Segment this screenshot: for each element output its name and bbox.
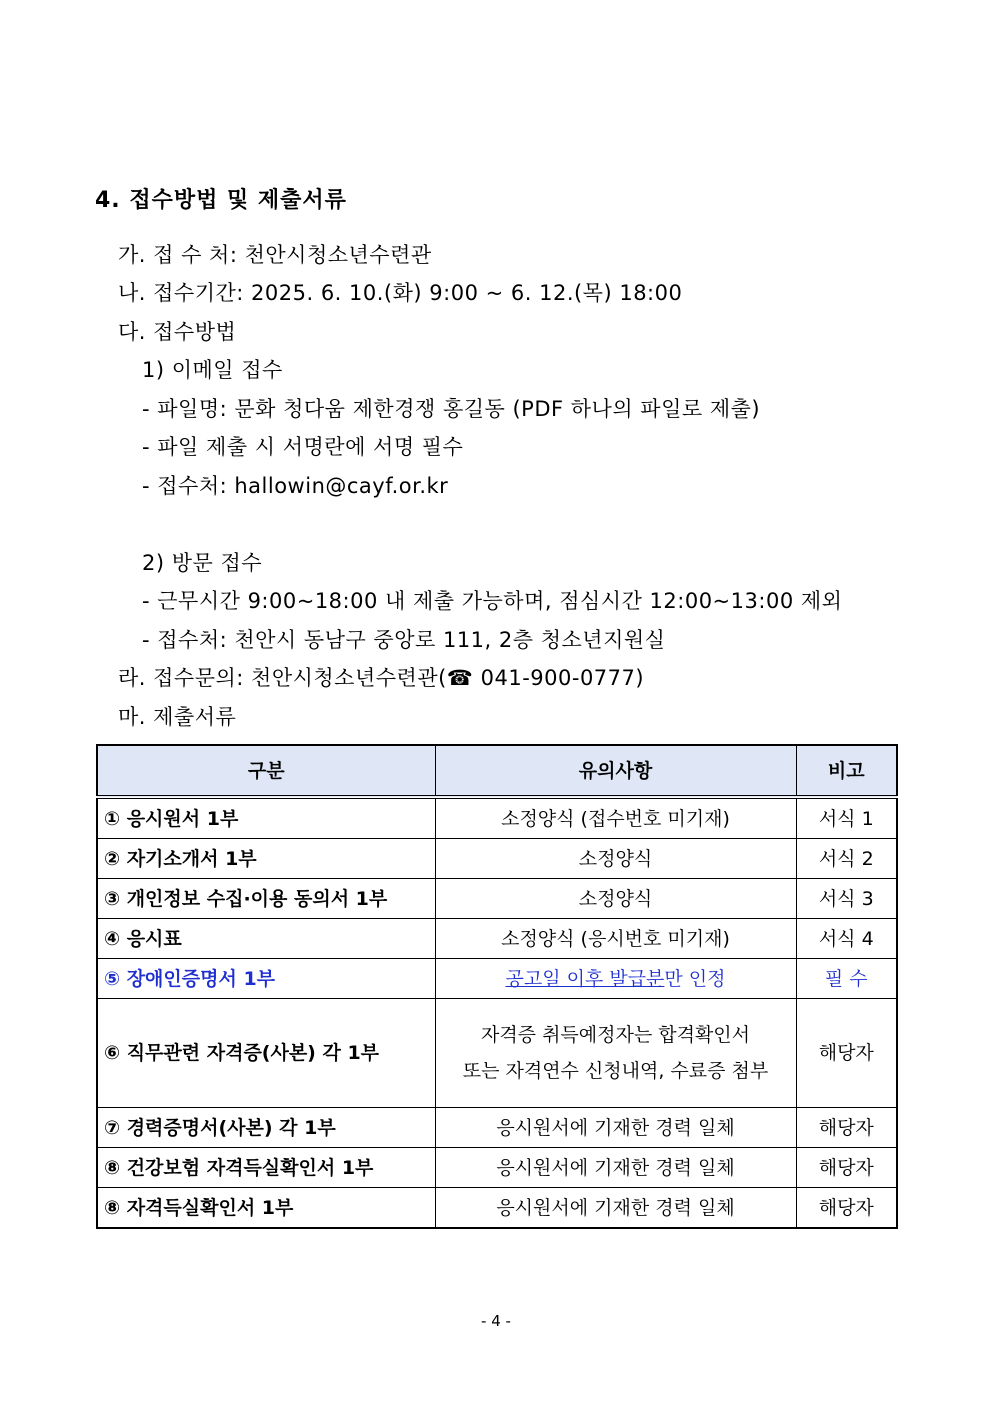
column-header-category: 구분 [97, 745, 435, 797]
documents-table [96, 744, 898, 1229]
inquiry-contact: 라. 접수문의: 천안시청소년수련관(☎ 041-900-0777) [118, 666, 645, 690]
reception-method-title: 다. 접수방법 [118, 320, 237, 344]
column-header-remarks: 비고 [796, 745, 897, 797]
column-header-notes: 유의사항 [435, 745, 796, 797]
document-name: ⑥ 직무관련 자격증(사본) 각 1부 [97, 999, 435, 1108]
document-remark: 해당자 [796, 1148, 897, 1188]
table-row [97, 797, 897, 839]
document-remark: 서식 1 [796, 797, 897, 839]
visit-reception-title: 2) 방문 접수 [142, 551, 263, 575]
document-name: ⑦ 경력증명서(사본) 각 1부 [97, 1108, 435, 1148]
table-header-row [97, 745, 897, 797]
document-name: ⑧ 건강보험 자격득실확인서 1부 [97, 1148, 435, 1188]
email-item: - 파일 제출 시 서명란에 서명 필수 [142, 435, 464, 459]
document-name: ① 응시원서 1부 [97, 797, 435, 839]
document-name: ② 자기소개서 1부 [97, 839, 435, 879]
document-remark: 해당자 [796, 999, 897, 1108]
table-row [97, 919, 897, 959]
table-row-highlighted [97, 959, 897, 999]
document-note: 소정양식 (응시번호 미기재) [435, 919, 796, 959]
document-name: ⑧ 자격득실확인서 1부 [97, 1188, 435, 1229]
underlined-note: 공고일 이후 발급분 [505, 967, 665, 990]
table-row [97, 839, 897, 879]
document-note: 응시원서에 기재한 경력 일체 [435, 1188, 796, 1229]
document-remark: 필 수 [796, 959, 897, 999]
reception-period: 나. 접수기간: 2025. 6. 10.(화) 9:00 ~ 6. 12.(목) 18:00 [118, 281, 683, 305]
reception-place: 가. 접 수 처: 천안시청소년수련관 [118, 243, 432, 267]
document-name: ⑤ 장애인증명서 1부 [97, 959, 435, 999]
document-note: 소정양식 [435, 839, 796, 879]
document-name: ③ 개인정보 수집·이용 동의서 1부 [97, 879, 435, 919]
document-note: 소정양식 (접수번호 미기재) [435, 797, 796, 839]
document-remark: 서식 3 [796, 879, 897, 919]
page-number: - 4 - [481, 1312, 511, 1330]
table-row [97, 879, 897, 919]
email-reception-title: 1) 이메일 접수 [142, 358, 283, 382]
note-rest: 만 인정 [664, 967, 726, 990]
visit-item: - 근무시간 9:00~18:00 내 제출 가능하며, 점심시간 12:00~13:00 제외 [142, 589, 843, 613]
document-remark: 해당자 [796, 1188, 897, 1229]
note-line: 자격증 취득예정자는 합격확인서 [480, 1024, 751, 1046]
email-item: - 파일명: 문화 청다움 제한경쟁 홍길동 (PDF 하나의 파일로 제출) [142, 397, 761, 421]
document-name: ④ 응시표 [97, 919, 435, 959]
document-note: 소정양식 [435, 879, 796, 919]
table-row [97, 999, 897, 1108]
document-remark: 서식 4 [796, 919, 897, 959]
document-remark: 서식 2 [796, 839, 897, 879]
table-row [97, 1108, 897, 1148]
visit-item: - 접수처: 천안시 동남구 중앙로 111, 2층 청소년지원실 [142, 628, 666, 652]
document-note: 응시원서에 기재한 경력 일체 [435, 1148, 796, 1188]
document-note [435, 959, 796, 999]
table-row [97, 1188, 897, 1229]
section-heading: 4. 접수방법 및 제출서류 [95, 188, 347, 213]
table-row [97, 1148, 897, 1188]
note-line: 또는 자격연수 신청내역, 수료증 첨부 [462, 1060, 769, 1082]
email-item: - 접수처: hallowin@cayf.or.kr [142, 474, 449, 498]
document-note [435, 999, 796, 1108]
documents-title: 마. 제출서류 [118, 705, 237, 729]
document-remark: 해당자 [796, 1108, 897, 1148]
document-note: 응시원서에 기재한 경력 일체 [435, 1108, 796, 1148]
